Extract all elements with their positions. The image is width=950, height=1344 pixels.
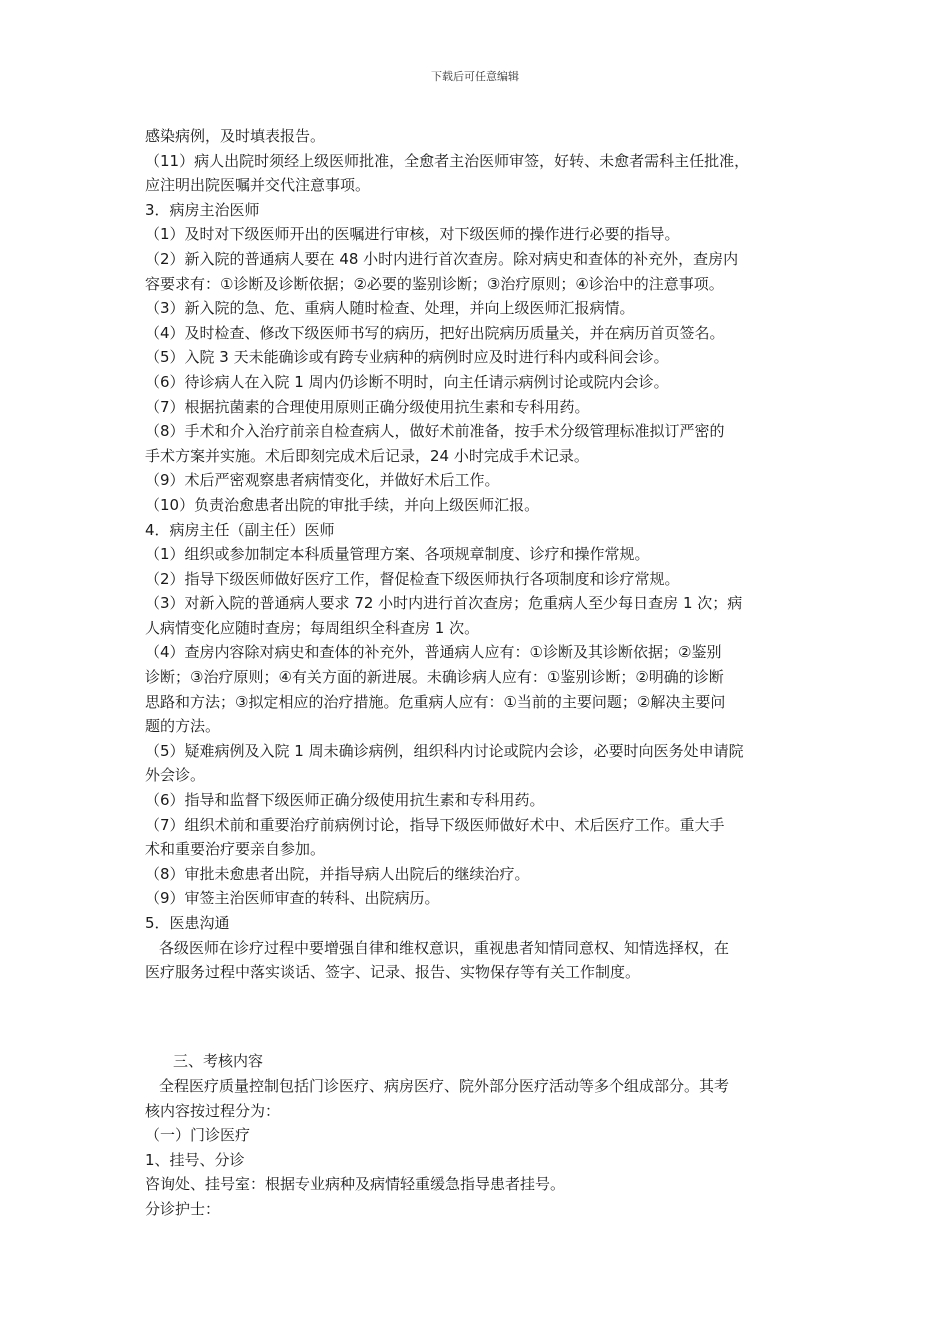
- section-title: 三、考核内容: [173, 1052, 264, 1071]
- paragraph-line: （5）疑难病例及入院 1 周未确诊病例，组织科内讨论或院内会诊，必要时向医务处申请院: [145, 741, 744, 760]
- paragraph-line: （8）手术和介入治疗前亲自检查病人，做好术前准备，按手术分级管理标准拟订严密的: [145, 422, 725, 441]
- document-body: [145, 124, 813, 1222]
- paragraph-line: （8）审批未愈患者出院，并指导病人出院后的继续治疗。: [145, 864, 530, 883]
- paragraph-line: （3）新入院的急、危、重病人随时检查、处理，并向上级医师汇报病情。: [145, 299, 635, 318]
- paragraph-line: （6）待诊病人在入院 1 周内仍诊断不明时，向主任请示病例讨论或院内会诊。: [145, 372, 669, 391]
- paragraph-line: （2）指导下级医师做好医疗工作，督促检查下级医师执行各项制度和诊疗常规。: [145, 569, 680, 588]
- paragraph-line: 容要求有：①诊断及诊断依据；②必要的鉴别诊断；③治疗原则；④诊治中的注意事项。: [145, 274, 724, 293]
- paragraph-line: 感染病例，及时填表报告。: [145, 127, 326, 145]
- paragraph-line: 诊断；③治疗原则；④有关方面的新进展。未确诊病人应有：①鉴别诊断；②明确的诊断: [145, 668, 724, 687]
- paragraph-line: （9）术后严密观察患者病情变化，并做好术后工作。: [145, 471, 500, 490]
- page-header: 下载后可任意编辑: [431, 70, 519, 83]
- section-heading: 3．病房主治医师: [145, 200, 260, 219]
- paragraph-line: （4）及时检查、修改下级医师书写的病历，把好出院病历质量关，并在病历首页签名。: [145, 323, 725, 342]
- paragraph-line: （6）指导和监督下级医师正确分级使用抗生素和专科用药。: [145, 791, 545, 810]
- section-heading: 4．病房主任（副主任）医师: [145, 520, 335, 539]
- paragraph-line: （9）审签主治医师审查的转科、出院病历。: [145, 889, 440, 908]
- paragraph-line: （5）入院 3 天未能确诊或有跨专业病种的病例时应及时进行科内或科间会诊。: [145, 348, 669, 367]
- paragraph-line: （11）病人出院时须经上级医师批准，全愈者主治医师审签，好转、未愈者需科主任批准，: [145, 151, 750, 170]
- paragraph-line: 思路和方法；③拟定相应的治疗措施。危重病人应有：①当前的主要问题；②解决主要问: [145, 692, 726, 711]
- paragraph-line: 分诊护士：: [145, 1199, 221, 1218]
- paragraph-line: 各级医师在诊疗过程中要增强自律和维权意识，重视患者知情同意权、知情选择权，在: [159, 938, 730, 957]
- paragraph-line: （1）及时对下级医师开出的医嘱进行审核，对下级医师的操作进行必要的指导。: [145, 225, 680, 244]
- paragraph-line: （7）组织术前和重要治疗前病例讨论，指导下级医师做好术中、术后医疗工作。重大手: [145, 815, 725, 834]
- paragraph-line: （3）对新入院的普通病人要求 72 小时内进行首次查房；危重病人至少每日查房 1 次；病: [145, 594, 743, 613]
- paragraph-line: 题的方法。: [145, 717, 221, 736]
- paragraph-line: （7）根据抗菌素的合理使用原则正确分级使用抗生素和专科用药。: [145, 397, 590, 416]
- paragraph-line: 手术方案并实施。术后即刻完成术后记录，24 小时完成手术记录。: [145, 446, 589, 465]
- paragraph-line: 医疗服务过程中落实谈话、签字、记录、报告、实物保存等有关工作制度。: [145, 963, 641, 982]
- paragraph-line: 外会诊。: [145, 766, 206, 785]
- section-heading: 5．医患沟通: [145, 914, 230, 932]
- paragraph-line: 人病情变化应随时查房；每周组织全科查房 1 次。: [145, 618, 480, 637]
- paragraph-line: 术和重要治疗要亲自参加。: [145, 840, 326, 859]
- paragraph-line: 核内容按过程分为：: [145, 1101, 281, 1120]
- paragraph-line: （4）查房内容除对病史和查体的补充外，普通病人应有：①诊断及其诊断依据；②鉴别: [145, 643, 722, 662]
- paragraph-line: （10）负责治愈患者出院的审批手续，并向上级医师汇报。: [145, 495, 540, 514]
- paragraph-line: （1）组织或参加制定本科质量管理方案、各项规章制度、诊疗和操作常规。: [145, 545, 650, 564]
- paragraph-line: 应注明出院医嘱并交代注意事项。: [145, 176, 371, 195]
- paragraph-line: （2）新入院的普通病人要在 48 小时内进行首次查房。除对病史和查体的补充外，查房内: [145, 249, 739, 268]
- subsection-heading: 1、挂号、分诊: [145, 1150, 245, 1169]
- subsection-heading: （一）门诊医疗: [145, 1126, 251, 1145]
- paragraph-line: 咨询处、挂号室：根据专业病种及病情轻重缓急指导患者挂号。: [145, 1175, 566, 1194]
- paragraph-line: 全程医疗质量控制包括门诊医疗、病房医疗、院外部分医疗活动等多个组成部分。其考: [159, 1076, 730, 1095]
